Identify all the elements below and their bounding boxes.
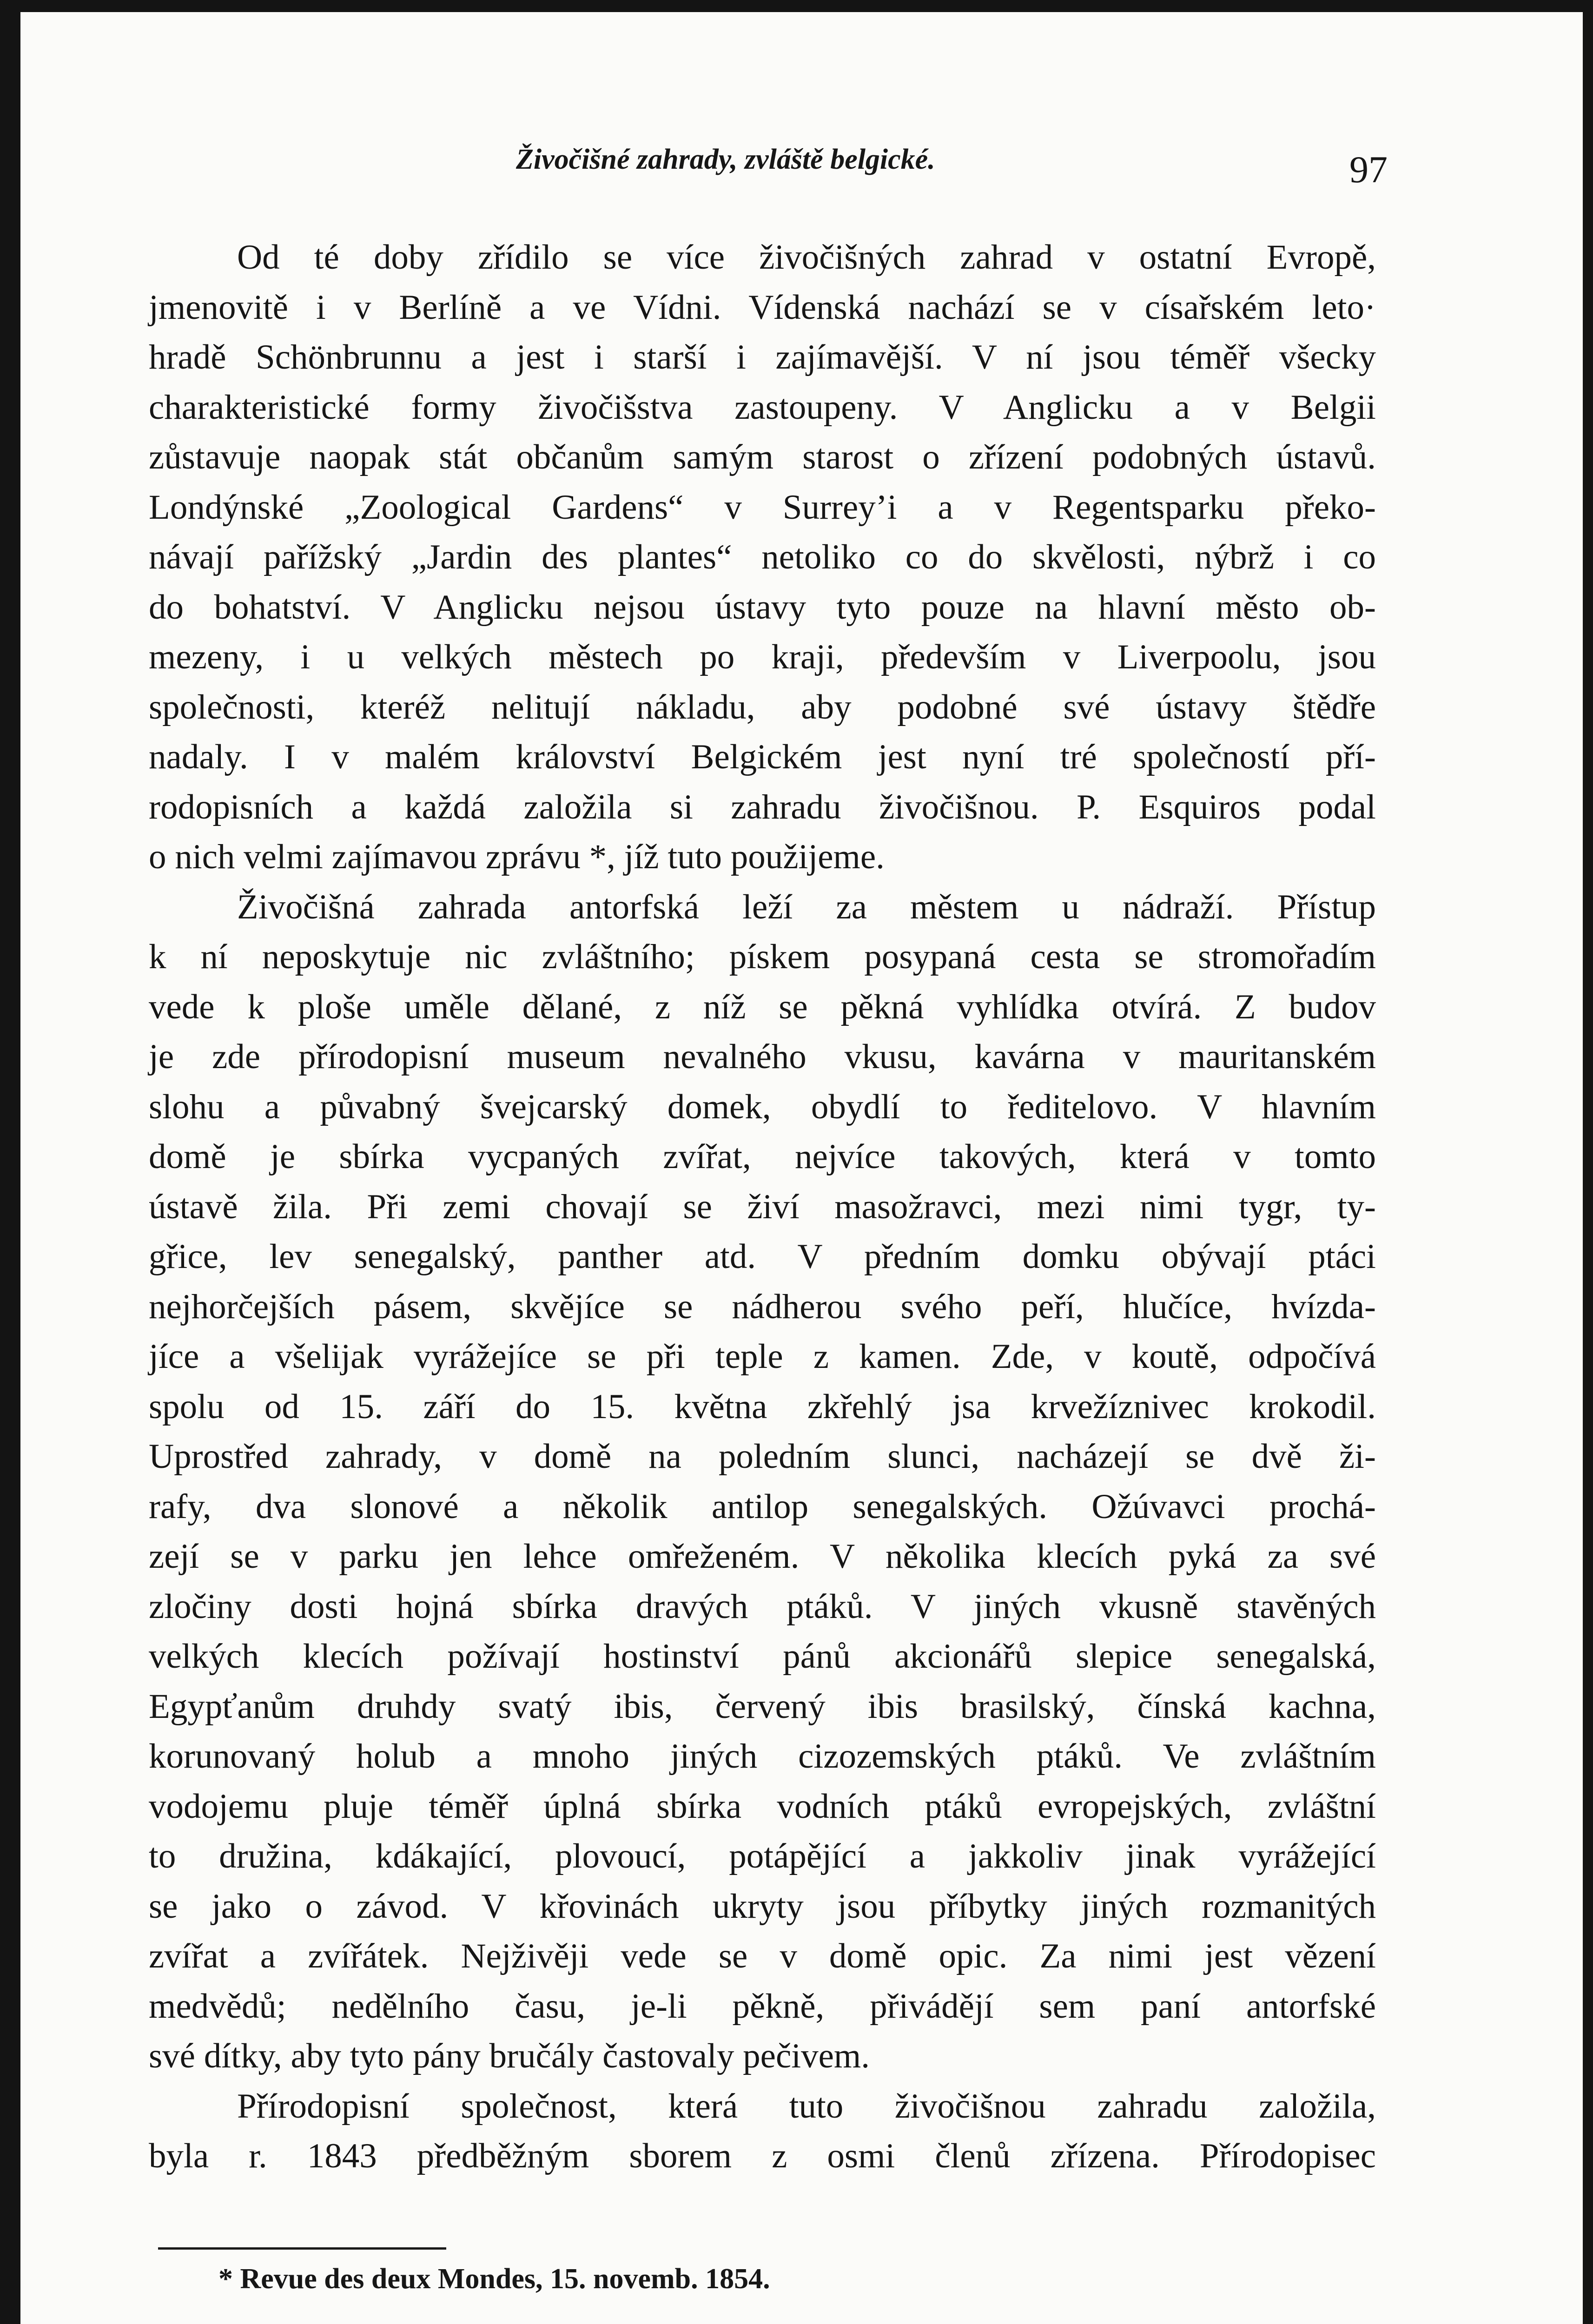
text-line: domě je sbírka vycpaných zvířat, nejvíce takových, která v tomto (149, 1137, 1376, 1176)
scan-border-right (1583, 0, 1593, 2324)
footnote-rule (158, 2247, 446, 2250)
text-line: nejhorčejších pásem, skvějíce se nádherou svého peří, hlučíce, hvízda- (149, 1287, 1376, 1326)
text-line: do bohatství. V Anglicku nejsou ústavy tyto pouze na hlavní město ob- (149, 588, 1376, 627)
text-line: Egypťanům druhdy svatý ibis, červený ibis brasilský, čínská kachna, (149, 1687, 1376, 1726)
scan-border-top (0, 0, 1593, 12)
text-line: medvědů; nedělního času, je-li pěkně, přivádějí sem paní antorfské (149, 1987, 1376, 2026)
running-head: Živočišné zahrady, zvláště belgické. (516, 144, 935, 175)
text-line: charakteristické formy živočišstva zastoupeny. V Anglicku a v Belgii (149, 388, 1376, 427)
text-line: nadaly. I v malém království Belgickém jest nyní tré společností pří- (149, 738, 1376, 776)
text-line: zločiny dosti hojná sbírka dravých ptáků. V jiných vkusně stavěných (149, 1587, 1376, 1626)
footnote: * Revue des deux Mondes, 15. novemb. 1854. (218, 2263, 770, 2295)
text-line: společnosti, kteréž nelitují nákladu, aby podobné své ústavy štědře (149, 687, 1376, 726)
text-line: zůstavuje naopak stát občanům samým starost o zřízení podobných ústavů. (149, 438, 1376, 476)
text-line: jíce a všelijak vyrážejíce se při teple z kamen. Zde, v koutě, odpočívá (149, 1337, 1376, 1376)
scan-border-left (0, 0, 20, 2324)
text-line: Londýnské „Zoological Gardens“ v Surrey’i a v Regentsparku překo- (149, 488, 1376, 527)
text-line: je zde přírodopisní museum nevalného vkusu, kavárna v mauritanském (149, 1037, 1376, 1076)
text-line: ústavě žila. Při zemi chovají se živí masožravci, mezi nimi tygr, ty- (149, 1187, 1376, 1226)
text-line: k ní neposkytuje nic zvláštního; pískem posypaná cesta se stromořadím (149, 938, 1376, 976)
text-line: mezeny, i u velkých městech po kraji, především v Liverpoolu, jsou (149, 638, 1376, 676)
text-line: zejí se v parku jen lehce omřeženém. V několika klecích pyká za své (149, 1537, 1376, 1576)
text-line: zvířat a zvířátek. Nejživěji vede se v domě opic. Za nimi jest vězení (149, 1937, 1376, 1975)
text-line: korunovaný holub a mnoho jiných cizozemských ptáků. Ve zvláštním (149, 1737, 1376, 1776)
body-text (149, 232, 1376, 2212)
text-line: gřice, lev senegalský, panther atd. V předním domku obývají ptáci (149, 1237, 1376, 1276)
text-line: se jako o závod. V křovinách ukryty jsou příbytky jiných rozmanitých (149, 1887, 1376, 1926)
text-line: hradě Schönbrunnu a jest i starší i zajímavější. V ní jsou téměř všecky (149, 338, 1376, 376)
text-line: byla r. 1843 předběžným sborem z osmi členů zřízena. Přírodopisec (149, 2137, 1376, 2175)
text-line: slohu a půvabný švejcarský domek, obydlí to ředitelovo. V hlavním (149, 1087, 1376, 1126)
text-line: návají pařížský „Jardin des plantes“ netoliko co do skvělosti, nýbrž i co (149, 538, 1376, 576)
text-line: vede k ploše uměle dělané, z níž se pěkná vyhlídka otvírá. Z budov (149, 987, 1376, 1026)
text-line: jmenovitě i v Berlíně a ve Vídni. Vídenská nachází se v císařském leto· (149, 288, 1376, 327)
text-line: rafy, dva slonové a několik antilop senegalských. Ožúvavci prochá- (149, 1487, 1376, 1526)
text-line: Živočišná zahrada antorfská leží za městem u nádraží. Přístup (237, 887, 1376, 926)
text-line: své dítky, aby tyto pány bručály častovaly pečivem. (149, 2037, 870, 2075)
text-line: spolu od 15. září do 15. května zkřehlý jsa krvežíznivec krokodil. (149, 1387, 1376, 1426)
text-line: rodopisních a každá založila si zahradu živočišnou. P. Esquiros podal (149, 787, 1376, 826)
text-line: Uprostřed zahrady, v domě na poledním slunci, nacházejí se dvě ži- (149, 1437, 1376, 1476)
text-line: o nich velmi zajímavou zprávu *, jíž tuto použijeme. (149, 838, 885, 876)
text-line: vodojemu pluje téměř úplná sbírka vodních ptáků evropejských, zvláštní (149, 1787, 1376, 1826)
text-line: to družina, kdákající, plovoucí, potápějící a jakkoliv jinak vyrážející (149, 1837, 1376, 1875)
text-line: Od té doby zřídilo se více živočišných zahrad v ostatní Evropě, (237, 238, 1376, 277)
text-line: velkých klecích požívají hostinství pánů akcionářů slepice senegalská, (149, 1637, 1376, 1676)
page-number: 97 (1349, 148, 1388, 191)
text-line: Přírodopisní společnost, která tuto živočišnou zahradu založila, (237, 2086, 1376, 2126)
